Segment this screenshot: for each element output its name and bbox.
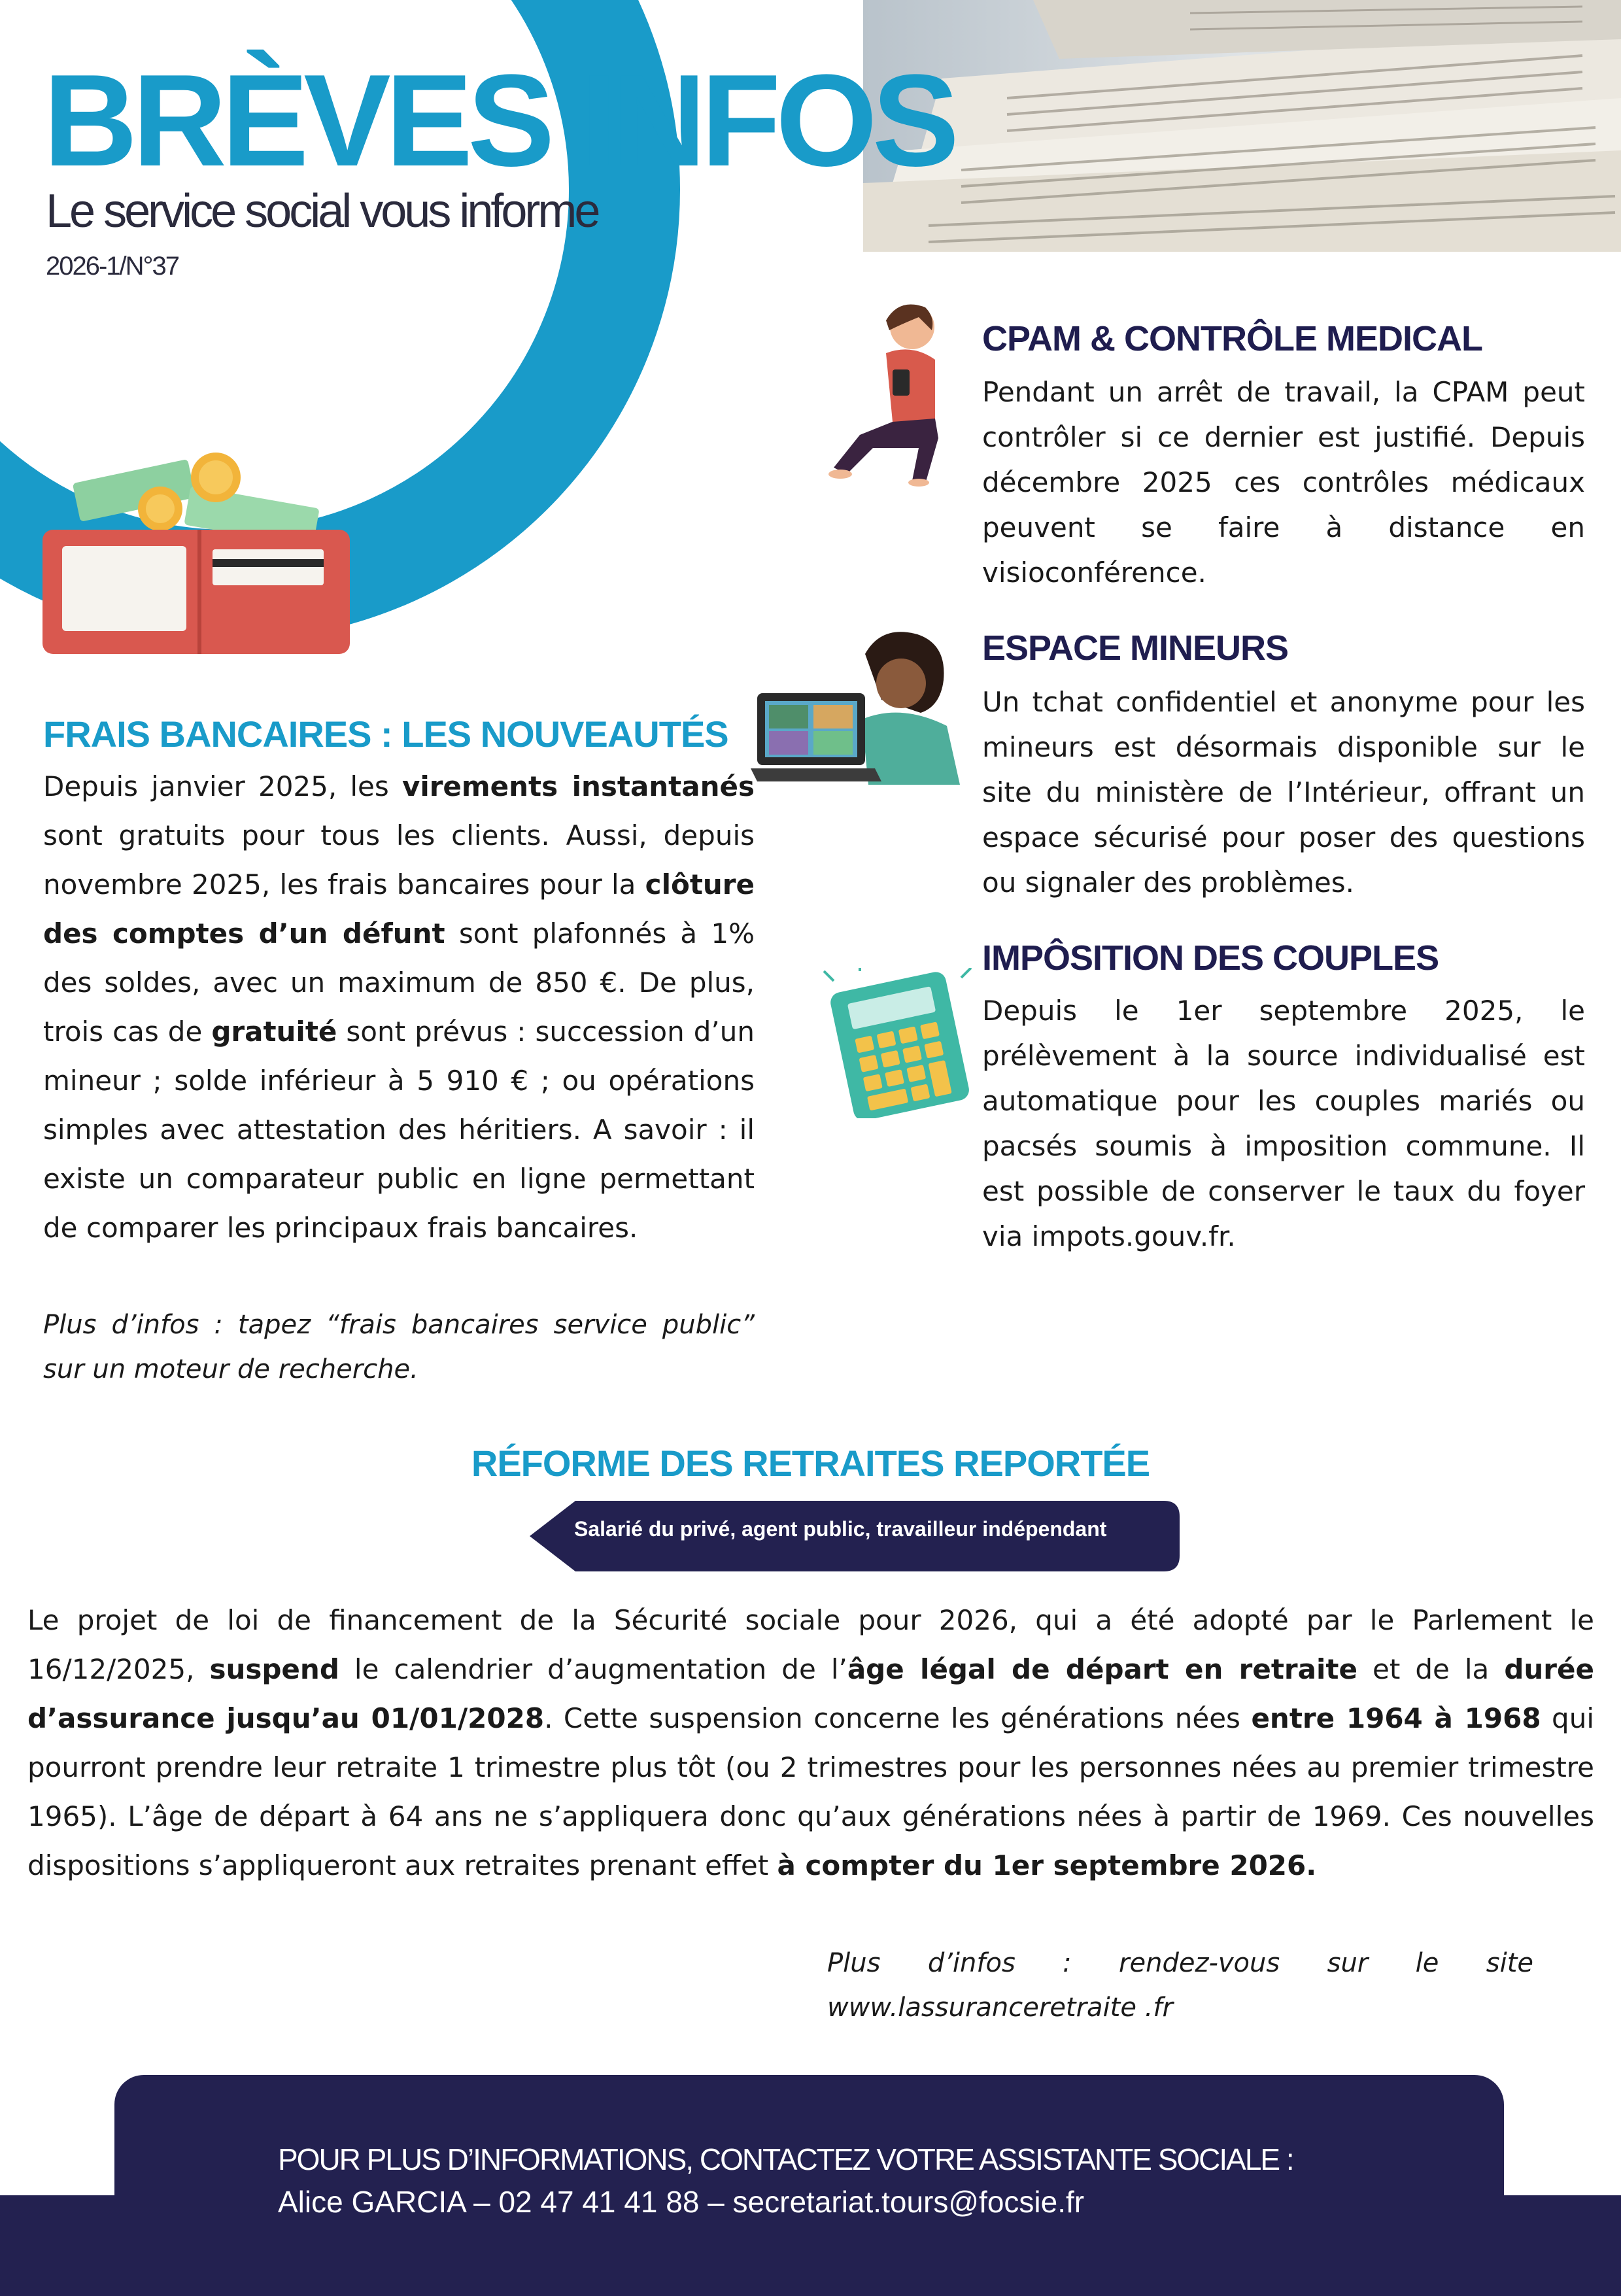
frais-text: Depuis janvier 2025, les virements instantanés sont gratuits pour tous les clients. Aussi, depuis novembre 2025, les frais bancaires pour la clôture des comptes d’un défunt sont plafonnés à 1% des soldes, avec un maximum de 850 €. De plus, trois cas de gratuité sont prévus : succession d’un mineur ; solde inférieur à 5 910 € ; ou opérations simples avec attestation des héritiers. A savoir : il existe un comparateur public en ligne permettant de comparer les principaux frais bancaires.	[43, 770, 755, 1244]
frais-heading: FRAIS BANCAIRES : LES NOUVEAUTÉS	[43, 713, 728, 755]
reforme-banner-label: Salarié du privé, agent public, travailleur indépendant	[574, 1517, 1107, 1541]
cpam-heading: CPAM & CONTRÔLE MEDICAL	[982, 319, 1482, 358]
couples-text: Depuis le 1er septembre 2025, le prélèvement à la source individualisé est automatique pour les couples mariés ou pacsés soumis à imposition commune. Il est possible de conserver le taux du foyer via impots.gouv.fr.	[982, 995, 1585, 1252]
mineurs-heading: ESPACE MINEURS	[982, 628, 1289, 668]
page-subtitle: Le service social vous informe	[46, 185, 598, 237]
cpam-text: Pendant un arrêt de travail, la CPAM peut contrôler si ce dernier est justifié. Depuis décembre 2025 ces contrôles médicaux peuvent se faire à distance en visioconférence.	[982, 376, 1585, 589]
couples-heading: IMPÔSITION DES COUPLES	[982, 938, 1439, 978]
frais-more-info: Plus d’infos : tapez “frais bancaires service public” sur un moteur de recherche.	[43, 1310, 755, 1384]
reforme-more-info: Plus d’infos : rendez-vous sur le site www.lassuranceretraite .fr	[827, 1948, 1533, 2023]
laptop-user-icon	[751, 628, 976, 791]
person-phone-icon	[821, 298, 968, 487]
footer-contact-details: Alice GARCIA – 02 47 41 41 88 – secretariat.tours@focsie.fr	[278, 2185, 1085, 2219]
reforme-heading: RÉFORME DES RETRAITES REPORTÉE	[471, 1443, 1150, 1484]
issue-number: 2026-1/N°37	[46, 252, 179, 281]
page-title: BRÈVES INFOS	[43, 48, 955, 194]
wallet-icon	[36, 451, 356, 660]
footer-contact-heading: POUR PLUS D’INFORMATIONS, CONTACTEZ VOTRE ASSISTANTE SOCIALE :	[278, 2142, 1293, 2176]
newspaper-photo	[863, 0, 1621, 252]
mineurs-text: Un tchat confidentiel et anonyme pour les mineurs est désormais disponible sur le site du ministère de l’Intérieur, offrant un espace sécurisé pour poser des questions ou signaler des problèmes.	[982, 686, 1585, 899]
reforme-text: Le projet de loi de financement de la Sécurité sociale pour 2026, qui a été adopté par le Parlement le 16/12/2025, suspend le calendrier d’augmentation de l’âge légal de départ en retraite et de la durée d’assurance jusqu’au 01/01/2028. Cette suspension concerne les générations nées entre 1964 à 1968 qui pourront prendre leur retraite 1 trimestre plus tôt (ou 2 trimestres pour les personnes nées au premier trimestre 1965). L’âge de départ à 64 ans ne s’appliquera donc qu’aux générations nées à partir de 1969. Ces nouvelles dispositions s’appliqueront aux retraites prenant effet à compter du 1er septembre 2026.	[27, 1604, 1594, 1881]
calculator-icon	[821, 968, 978, 1118]
